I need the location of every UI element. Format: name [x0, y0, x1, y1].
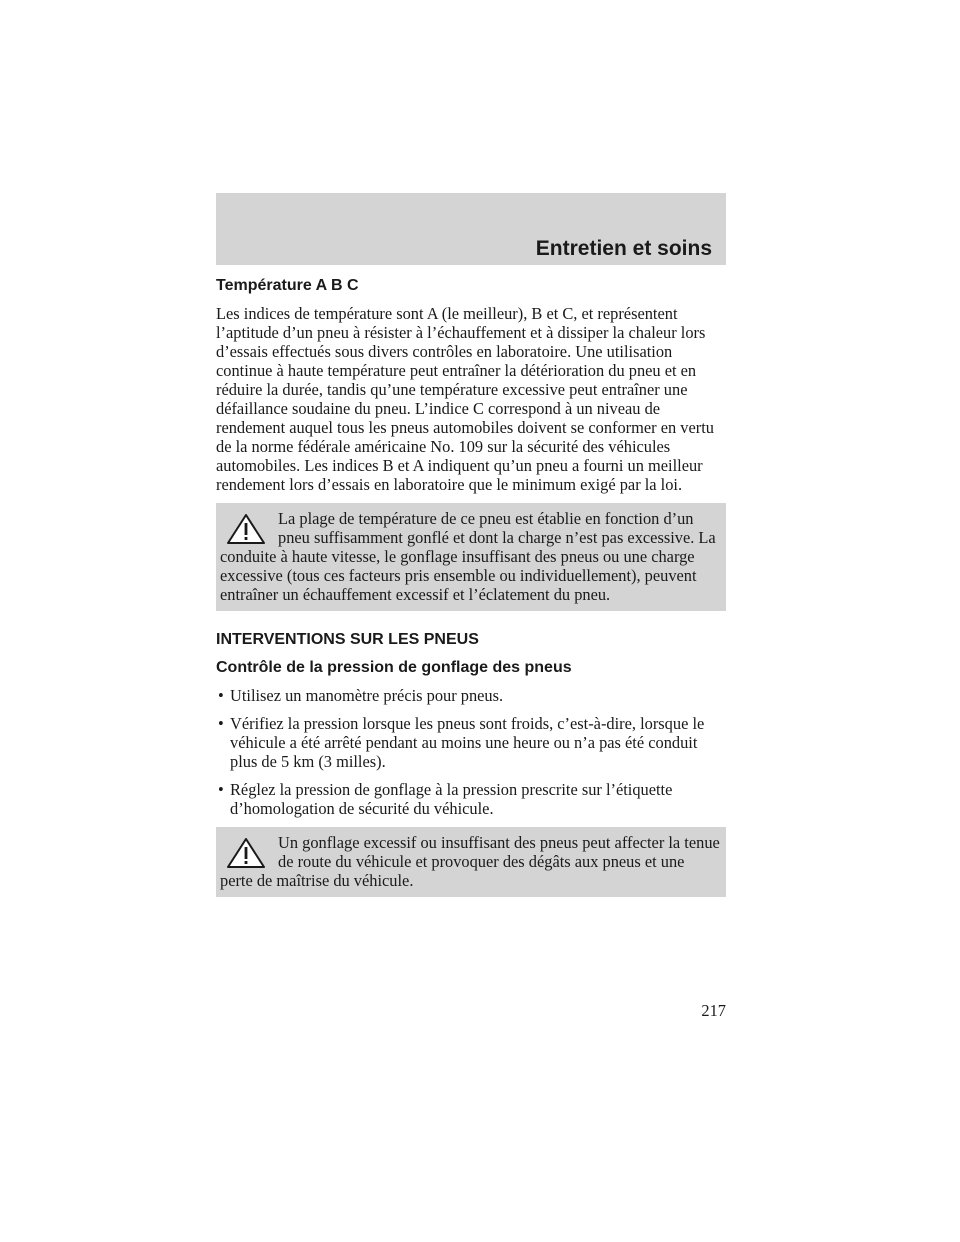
- warning-triangle-icon: [226, 837, 266, 869]
- interventions-heading: INTERVENTIONS SUR LES PNEUS: [216, 631, 479, 648]
- warning-box-inflation: [216, 827, 726, 897]
- warning-text-inflation: Un gonflage excessif ou insuffisant des pneus peut affecter la tenue de route du véhicule et provoquer des dégâts aux pneus et une perte de maîtrise du véhicule.: [220, 833, 720, 890]
- pressure-check-list: [216, 686, 726, 818]
- list-item: • Réglez la pression de gonflage à la pression prescrite sur l’étiquette d’homologation de sécurité du véhicule.: [216, 780, 726, 818]
- temperature-paragraph: Les indices de température sont A (le meilleur), B et C, et représentent l’aptitude d’un pneu à résister à l’échauffement et à dissiper la chaleur lors d’essais effectués sous divers contrôles en laboratoire. Une utilisation continue à haute température peut entraîner la détérioration du pneu et en réduire la durée, tandis qu’une température excessive peut entraîner une défaillance soudaine du pneu. L’indice C correspond à un niveau de rendement auquel tous les pneus automobiles doivent se conformer en vertu de la norme fédérale américaine No. 109 sur la sécurité des véhicules automobiles. Les indices B et A indiquent qu’un pneu a fourni un meilleur rendement lors d’essais en laboratoire que le minimum exigé par la loi.: [216, 304, 714, 494]
- warning-box-temperature: [216, 503, 726, 611]
- warning-triangle-icon: [226, 513, 266, 545]
- list-item: • Utilisez un manomètre précis pour pneus.: [216, 686, 726, 705]
- temperature-heading: Température A B C: [216, 277, 359, 294]
- chapter-title: Entretien et soins: [535, 237, 712, 260]
- page-header-band: [216, 193, 726, 265]
- pressure-check-heading: Contrôle de la pression de gonflage des pneus: [216, 659, 572, 676]
- list-item: • Vérifiez la pression lorsque les pneus sont froids, c’est-à-dire, lorsque le véhicule a été arrêté pendant au moins une heure ou n’a pas été conduit plus de 5 km (3 milles).: [216, 714, 726, 771]
- page-number: 217: [701, 1001, 726, 1020]
- warning-text-temperature: La plage de température de ce pneu est établie en fonction d’un pneu suffisamment gonflé et dont la charge n’est pas excessive. La conduite à haute vitesse, le gonflage insuffisant des pneus ou une charge excessive (tous ces facteurs pris ensemble ou individuellement), peuvent entraîner un échauffement excessif et l’éclatement du pneu.: [220, 509, 716, 604]
- page-content: [216, 276, 726, 906]
